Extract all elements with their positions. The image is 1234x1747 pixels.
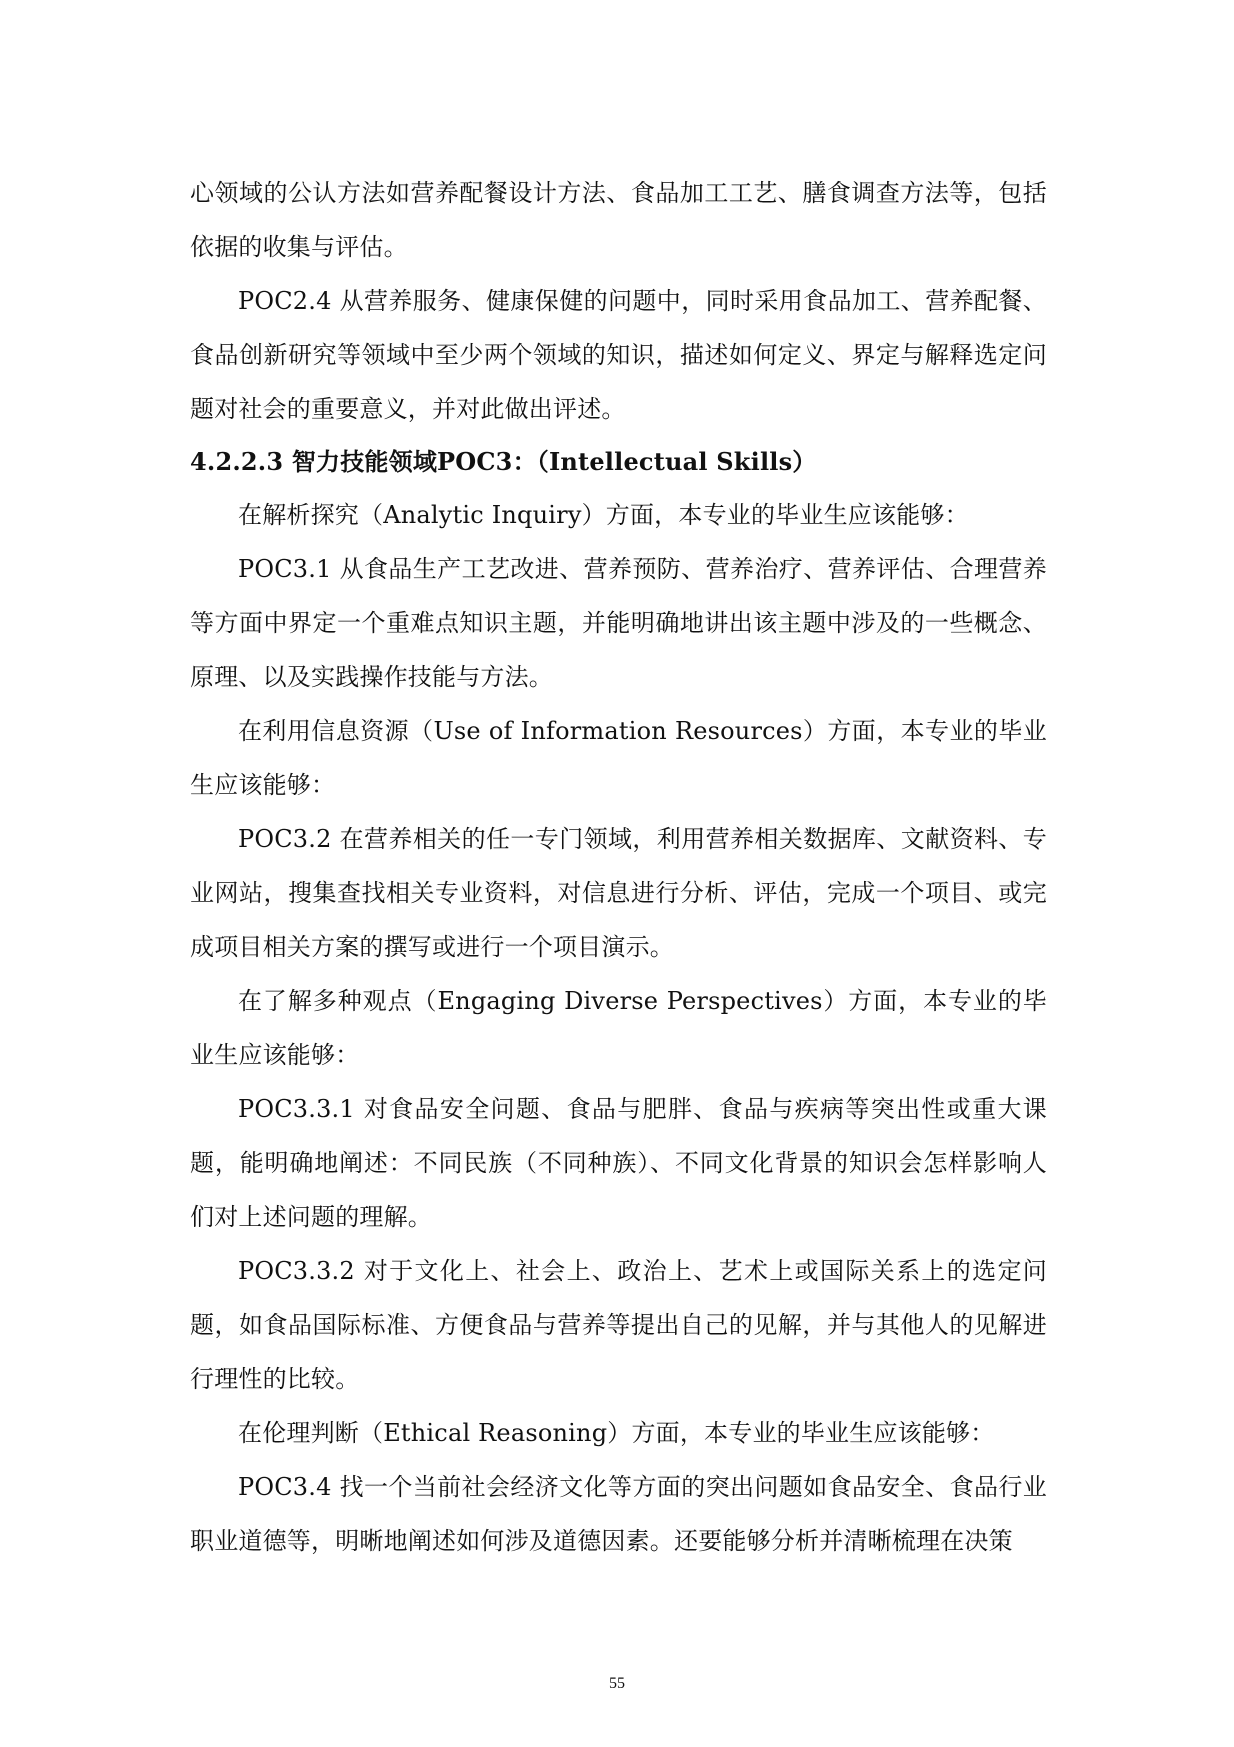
paragraph-poc-3-3-1: POC3.3.1 对食品安全问题、食品与肥胖、食品与疾病等突出性或重大课题，能明确地阐述：不同民族（不同种族）、不同文化背景的知识会怎样影响人们对上述问题的理解。 <box>190 1095 1047 1231</box>
paragraph-analytic-inquiry: 在解析探究（Analytic Inquiry）方面，本专业的毕业生应该能够： <box>238 501 969 529</box>
page-number: 55 <box>609 1675 625 1692</box>
paragraph-ethical-reasoning: 在伦理判断（Ethical Reasoning）方面，本专业的毕业生应该能够： <box>238 1419 995 1447</box>
document-body <box>190 166 1047 1568</box>
paragraph-poc-3-3-2: POC3.3.2 对于文化上、社会上、政治上、艺术上或国际关系上的选定问题，如食品国际标准、方便食品与营养等提出自己的见解，并与其他人的见解进行理性的比较。 <box>190 1257 1047 1393</box>
paragraph-diverse-perspectives: 在了解多种观点（Engaging Diverse Perspectives）方面，本专业的毕业生应该能够： <box>190 987 1047 1069</box>
paragraph-core-methods-continuation: 心领域的公认方法如营养配餐设计方法、食品加工工艺、膳食调查方法等，包括依据的收集与评估。 <box>190 179 1047 261</box>
paragraph-poc-3-4: POC3.4 找一个当前社会经济文化等方面的突出问题如食品安全、食品行业职业道德等，明晰地阐述如何涉及道德因素。还要能够分析并清晰梳理在决策 <box>190 1473 1047 1555</box>
paragraph-poc-2-4: POC2.4 从营养服务、健康保健的问题中，同时采用食品加工、营养配餐、食品创新研究等领域中至少两个领域的知识，描述如何定义、界定与解释选定问题对社会的重要意义，并对此做出评述。 <box>190 287 1047 423</box>
paragraph-information-resources: 在利用信息资源（Use of Information Resources）方面，本专业的毕业生应该能够： <box>190 717 1047 799</box>
paragraph-poc-3-1: POC3.1 从食品生产工艺改进、营养预防、营养治疗、营养评估、合理营养等方面中界定一个重难点知识主题，并能明确地讲出该主题中涉及的一些概念、原理、以及实践操作技能与方法。 <box>190 555 1047 691</box>
section-heading-4-2-2-3: 4.2.2.3 智力技能领域POC3：（Intellectual Skills） <box>190 447 817 476</box>
paragraph-poc-3-2: POC3.2 在营养相关的任一专门领域，利用营养相关数据库、文献资料、专业网站，搜集查找相关专业资料，对信息进行分析、评估，完成一个项目、或完成项目相关方案的撰写或进行一个项目演示。 <box>190 825 1047 961</box>
